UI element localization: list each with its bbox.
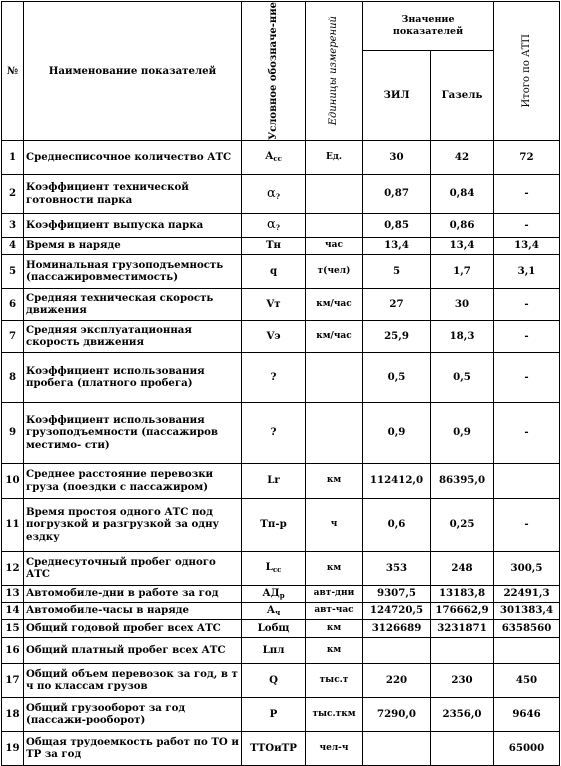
- indicator-name: Коэффициент технической готовности парка: [24, 174, 242, 213]
- total-value: -: [494, 498, 560, 551]
- header-total: [494, 2, 560, 141]
- symbol-cell: [242, 663, 306, 697]
- total-value: [494, 637, 560, 663]
- table-row: [2, 602, 560, 619]
- total-value: -: [494, 402, 560, 463]
- table-row: [2, 254, 560, 288]
- symbol-cell: [242, 637, 306, 663]
- total-value: 72: [494, 140, 560, 174]
- symbol-text: Vт: [266, 297, 281, 310]
- zil-value: 25,9: [363, 320, 431, 352]
- table-row: [2, 320, 560, 352]
- gazel-value: 1,7: [431, 254, 494, 288]
- indicator-name: Среднее расстояние перевозки груза (поездки с пассажиром): [24, 463, 242, 498]
- zil-value: 353: [363, 551, 431, 585]
- header-values-group: Значение показателей: [363, 2, 494, 51]
- symbol-text: Lобщ: [257, 621, 290, 634]
- header-num: №: [2, 2, 24, 141]
- zil-value: 112412,0: [363, 463, 431, 498]
- gazel-value: 13183,8: [431, 585, 494, 602]
- gazel-value: 176662,9: [431, 602, 494, 619]
- row-number: 19: [2, 731, 24, 765]
- total-value: 6358560: [494, 619, 560, 637]
- zil-value: 220: [363, 663, 431, 697]
- total-value: -: [494, 213, 560, 237]
- zil-value: 9307,5: [363, 585, 431, 602]
- symbol-text: Тн: [265, 239, 282, 252]
- symbol-text: А: [265, 150, 274, 163]
- symbol-cell: [242, 585, 306, 602]
- row-number: 3: [2, 213, 24, 237]
- row-number: 16: [2, 637, 24, 663]
- total-value: 65000: [494, 731, 560, 765]
- indicator-name: Средняя техническая скорость движения: [24, 288, 242, 320]
- table-row: [2, 498, 560, 551]
- gazel-value: 18,3: [431, 320, 494, 352]
- zil-value: 124720,5: [363, 602, 431, 619]
- zil-value: 0,87: [363, 174, 431, 213]
- symbol-subscript: ч: [275, 607, 281, 617]
- symbol-cell: [242, 288, 306, 320]
- table-row: [2, 288, 560, 320]
- row-number: 9: [2, 402, 24, 463]
- gazel-value: 3231871: [431, 619, 494, 637]
- zil-value: 30: [363, 140, 431, 174]
- symbol-cell: [242, 402, 306, 463]
- indicator-name: Среднесуточный пробег одного АТС: [24, 551, 242, 585]
- total-value: 300,5: [494, 551, 560, 585]
- indicator-name: Общий платный пробег всех АТС: [24, 637, 242, 663]
- row-number: 5: [2, 254, 24, 288]
- symbol-subscript: ?: [275, 223, 280, 233]
- table-row: [2, 637, 560, 663]
- gazel-value: 30: [431, 288, 494, 320]
- symbol-cell: [242, 237, 306, 254]
- units-cell: [306, 402, 363, 463]
- gazel-value: 42: [431, 140, 494, 174]
- gazel-value: 2356,0: [431, 697, 494, 731]
- units-cell: км: [306, 619, 363, 637]
- units-cell: км/час: [306, 288, 363, 320]
- gazel-value: 230: [431, 663, 494, 697]
- gazel-value: 248: [431, 551, 494, 585]
- header-gazel: Газель: [431, 50, 494, 140]
- units-cell: Ед.: [306, 140, 363, 174]
- units-cell: авт-час: [306, 602, 363, 619]
- total-value: 9646: [494, 697, 560, 731]
- symbol-text: Lпл: [262, 643, 285, 656]
- table-row: [2, 697, 560, 731]
- indicator-name: Время в наряде: [24, 237, 242, 254]
- header-units: [306, 2, 363, 141]
- row-number: 14: [2, 602, 24, 619]
- symbol-text: Р: [269, 707, 278, 720]
- indicator-name: Общий грузооборот за год (пассажи-рооборот): [24, 697, 242, 731]
- header-zil: ЗИЛ: [363, 50, 431, 140]
- zil-value: 0,6: [363, 498, 431, 551]
- indicator-name: Коэффициент выпуска парка: [24, 213, 242, 237]
- indicator-name: Общий объем перевозок за год, в т ч по классам грузов: [24, 663, 242, 697]
- symbol-cell: [242, 498, 306, 551]
- symbol-text: Тп-р: [260, 518, 287, 531]
- units-cell: [306, 352, 363, 402]
- header-units-text: Единицы измерений: [328, 16, 340, 126]
- row-number: 7: [2, 320, 24, 352]
- symbol-text: АД: [262, 586, 280, 599]
- symbol-cell: [242, 140, 306, 174]
- symbol-text: А: [266, 603, 276, 616]
- symbol-cell: [242, 213, 306, 237]
- indicators-table: [1, 1, 560, 766]
- indicator-name: Средняя эксплуатационная скорость движения: [24, 320, 242, 352]
- indicator-name: Общий годовой пробег всех АТС: [24, 619, 242, 637]
- table-row: [2, 731, 560, 765]
- units-cell: тыс.т: [306, 663, 363, 697]
- total-value: -: [494, 320, 560, 352]
- symbol-subscript: ?: [275, 191, 280, 201]
- row-number: 6: [2, 288, 24, 320]
- symbol-text: ТТОиТР: [250, 741, 297, 754]
- header-name: Наименование показателей: [24, 2, 242, 141]
- symbol-cell: [242, 352, 306, 402]
- row-number: 1: [2, 140, 24, 174]
- gazel-value: 13,4: [431, 237, 494, 254]
- zil-value: 0,85: [363, 213, 431, 237]
- table-body: [2, 140, 560, 765]
- zil-value: 13,4: [363, 237, 431, 254]
- total-value: -: [494, 174, 560, 213]
- gazel-value: [431, 637, 494, 663]
- symbol-text: Lr: [267, 474, 280, 487]
- indicator-name: Автомобиле-часы в наряде: [24, 602, 242, 619]
- symbol-cell: [242, 254, 306, 288]
- header-total-text: Итого по АТП: [520, 34, 532, 108]
- zil-value: [363, 637, 431, 663]
- total-value: 13,4: [494, 237, 560, 254]
- units-cell: ч: [306, 498, 363, 551]
- gazel-value: [431, 731, 494, 765]
- symbol-subscript: сс: [273, 154, 282, 164]
- symbol-cell: [242, 320, 306, 352]
- total-value: [494, 463, 560, 498]
- table-row: [2, 140, 560, 174]
- gazel-value: 86395,0: [431, 463, 494, 498]
- units-cell: чел-ч: [306, 731, 363, 765]
- indicator-name: Номинальная грузоподъемность (пассажировместимость): [24, 254, 242, 288]
- symbol-cell: [242, 463, 306, 498]
- indicator-name: Коэффициент использования грузоподъемности (пассажиров местимо- сти): [24, 402, 242, 463]
- table-row: [2, 585, 560, 602]
- units-cell: [306, 213, 363, 237]
- zil-value: [363, 731, 431, 765]
- total-value: 3,1: [494, 254, 560, 288]
- units-cell: км: [306, 551, 363, 585]
- zil-value: 3126689: [363, 619, 431, 637]
- zil-value: 7290,0: [363, 697, 431, 731]
- symbol-cell: [242, 731, 306, 765]
- symbol-cell: [242, 551, 306, 585]
- row-number: 17: [2, 663, 24, 697]
- table-row: [2, 213, 560, 237]
- zil-value: 0,5: [363, 352, 431, 402]
- row-number: 8: [2, 352, 24, 402]
- indicator-name: Автомобиле-дни в работе за год: [24, 585, 242, 602]
- indicator-name: Среднесписочное количество АТС: [24, 140, 242, 174]
- units-cell: тыс.ткм: [306, 697, 363, 731]
- gazel-value: 0,9: [431, 402, 494, 463]
- header-symbol-text: Условное обозначе-ние: [267, 2, 279, 140]
- table-row: [2, 619, 560, 637]
- total-value: 301383,4: [494, 602, 560, 619]
- gazel-value: 0,86: [431, 213, 494, 237]
- symbol-subscript: р: [279, 590, 285, 600]
- units-cell: авт-дни: [306, 585, 363, 602]
- row-number: 4: [2, 237, 24, 254]
- total-value: -: [494, 352, 560, 402]
- zil-value: 27: [363, 288, 431, 320]
- table-row: [2, 551, 560, 585]
- zil-value: 0,9: [363, 402, 431, 463]
- symbol-text: q: [269, 264, 278, 277]
- units-cell: км: [306, 463, 363, 498]
- total-value: 450: [494, 663, 560, 697]
- table-row: [2, 174, 560, 213]
- units-cell: час: [306, 237, 363, 254]
- units-cell: [306, 174, 363, 213]
- header-symbol: [242, 2, 306, 141]
- units-cell: км/час: [306, 320, 363, 352]
- zil-value: 5: [363, 254, 431, 288]
- table-row: [2, 663, 560, 697]
- units-cell: км: [306, 637, 363, 663]
- indicator-name: Время простоя одного АТС под погрузкой и разгрузкой за одну ездку: [24, 498, 242, 551]
- row-number: 13: [2, 585, 24, 602]
- symbol-text: ?: [270, 426, 277, 439]
- symbol-cell: [242, 602, 306, 619]
- gazel-value: 0,25: [431, 498, 494, 551]
- total-value: 22491,3: [494, 585, 560, 602]
- symbol-cell: [242, 174, 306, 213]
- symbol-text: α: [267, 185, 276, 201]
- indicator-name: Коэффициент использования пробега (платного пробега): [24, 352, 242, 402]
- symbol-subscript: сс: [272, 565, 282, 575]
- total-value: -: [494, 288, 560, 320]
- table-row: [2, 237, 560, 254]
- table-row: [2, 352, 560, 402]
- table-row: [2, 463, 560, 498]
- table-row: [2, 402, 560, 463]
- gazel-value: 0,84: [431, 174, 494, 213]
- symbol-text: L: [265, 561, 273, 574]
- row-number: 12: [2, 551, 24, 585]
- symbol-text: Q: [269, 673, 278, 686]
- row-number: 15: [2, 619, 24, 637]
- row-number: 11: [2, 498, 24, 551]
- row-number: 18: [2, 697, 24, 731]
- gazel-value: 0,5: [431, 352, 494, 402]
- symbol-text: ?: [270, 370, 277, 383]
- units-cell: т(чел): [306, 254, 363, 288]
- symbol-text: Vэ: [266, 329, 281, 342]
- row-number: 10: [2, 463, 24, 498]
- row-number: 2: [2, 174, 24, 213]
- indicator-name: Общая трудоемкость работ по ТО и ТР за год: [24, 731, 242, 765]
- symbol-cell: [242, 697, 306, 731]
- symbol-cell: [242, 619, 306, 637]
- symbol-text: α: [267, 217, 276, 233]
